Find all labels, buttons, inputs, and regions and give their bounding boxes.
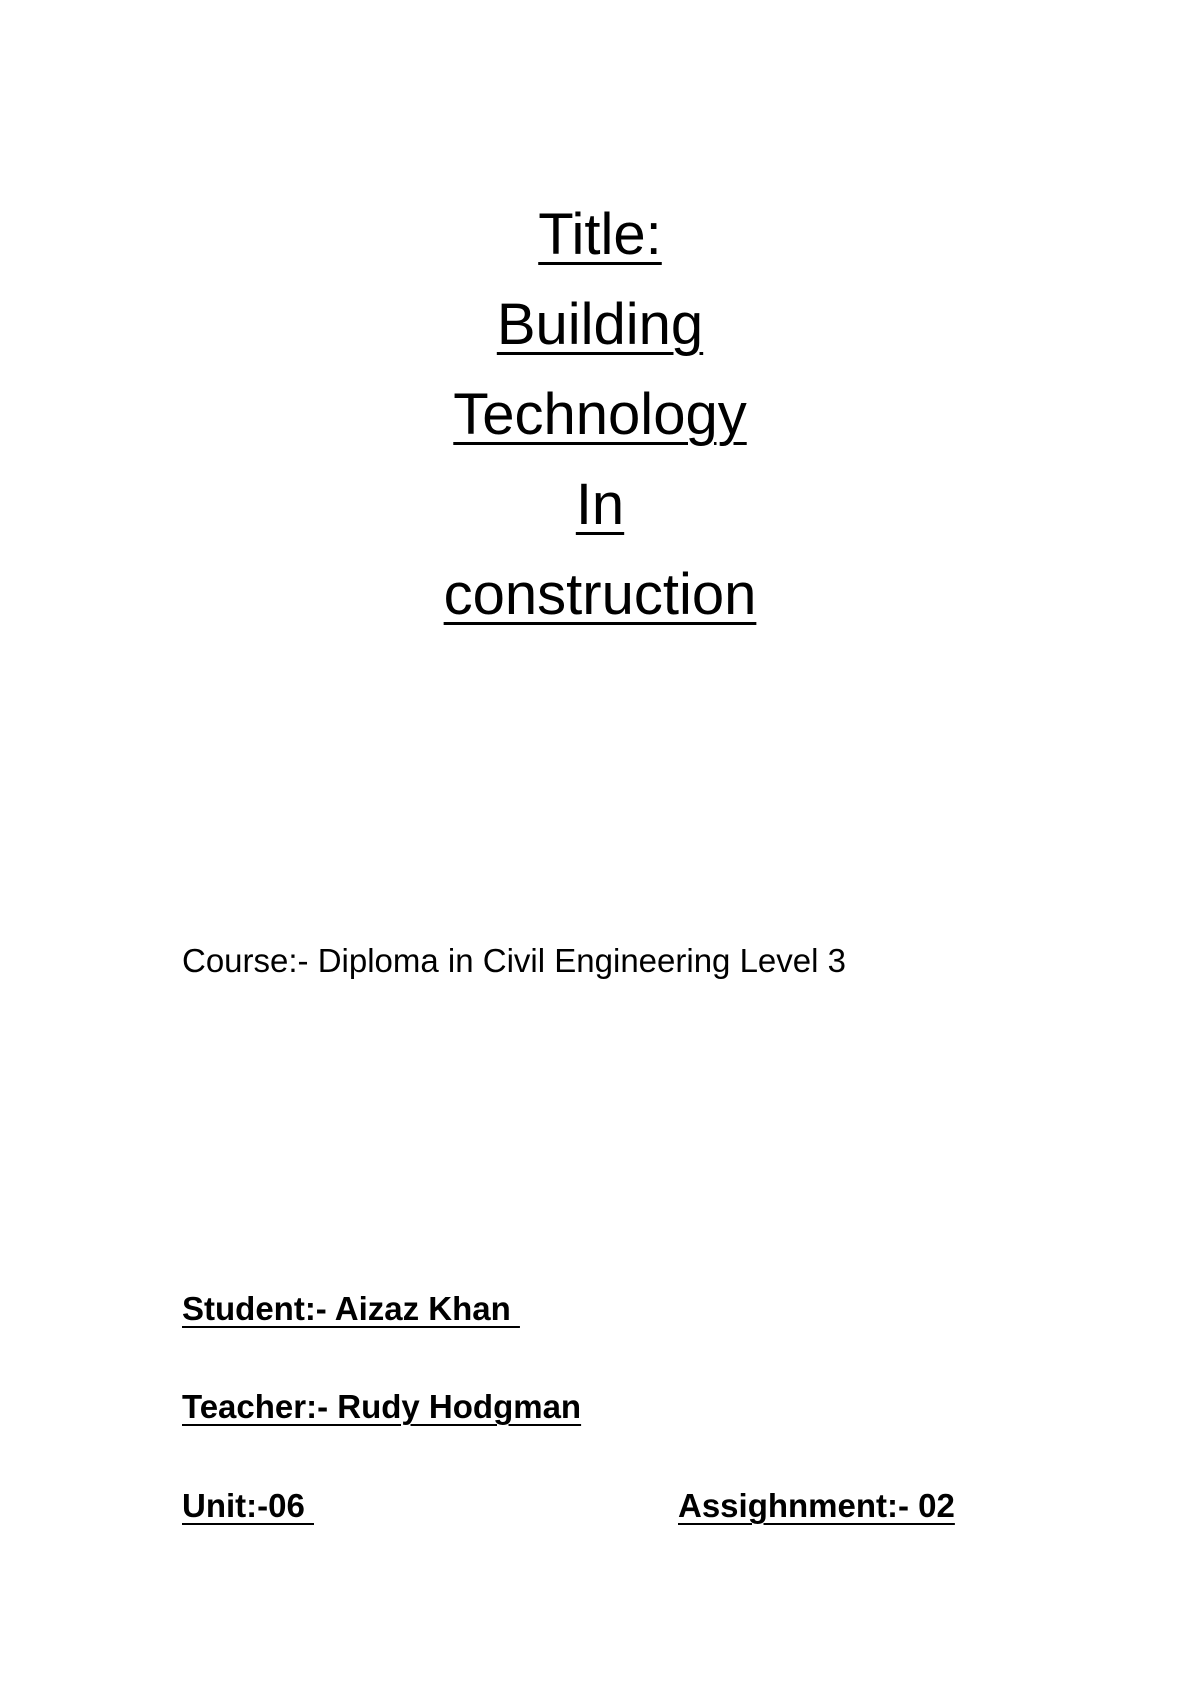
title-label: Title: (538, 202, 662, 267)
student-line: Student:- Aizaz Khan (182, 1290, 520, 1327)
teacher-line: Teacher:- Rudy Hodgman (182, 1388, 582, 1425)
course-line: Course:- Diploma in Civil Engineering Level 3 (182, 942, 846, 979)
title-word-construction: construction (443, 562, 757, 627)
title-line-building (0, 280, 1200, 370)
title-line-label (0, 190, 1200, 280)
assignment-line: Assighnment:- 02 (678, 1487, 955, 1524)
title-word-in: In (575, 472, 625, 537)
title-block (0, 190, 1200, 640)
title-word-technology: Technology (453, 382, 747, 447)
unit-line: Unit:-06 (182, 1487, 314, 1524)
title-word-building: Building (496, 292, 704, 357)
title-line-technology (0, 370, 1200, 460)
title-line-in (0, 460, 1200, 550)
title-line-construction (0, 550, 1200, 640)
